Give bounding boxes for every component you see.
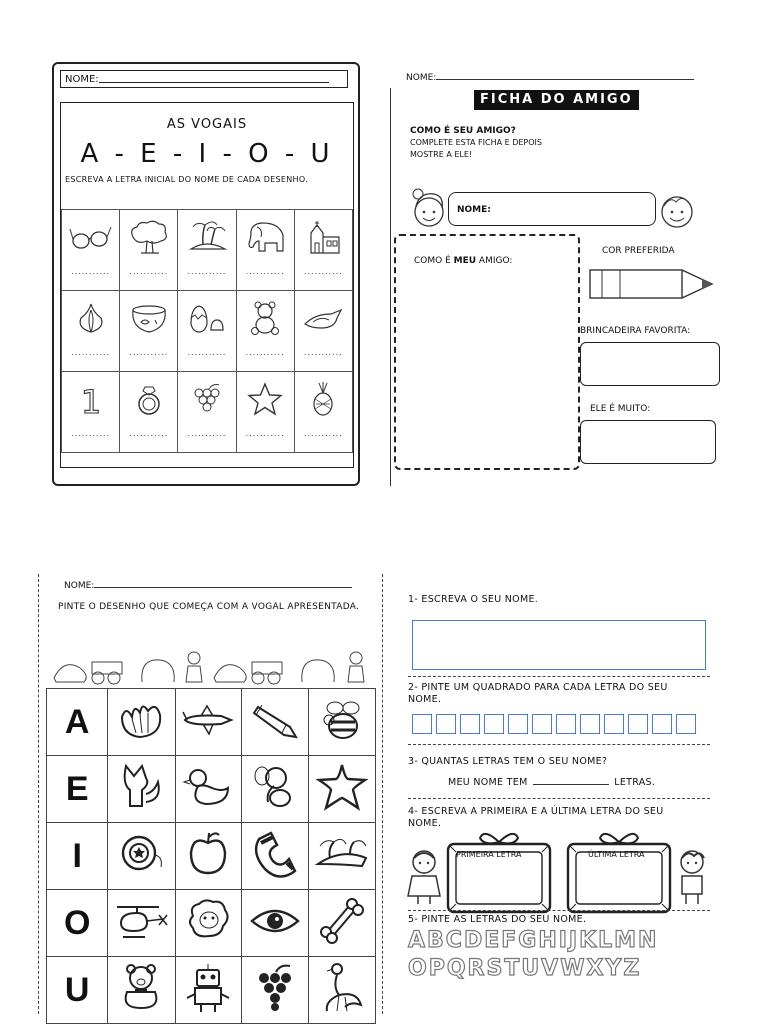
vowel-cell: E (47, 756, 108, 823)
picture-cell[interactable] (242, 689, 309, 756)
picture-cell[interactable] (308, 823, 375, 890)
vowel-cell: U (47, 957, 108, 1024)
grapes-icon (185, 381, 229, 417)
favorite-color-label: COR PREFERIDA (602, 246, 675, 256)
name-line (99, 71, 329, 83)
grid-cell (62, 372, 120, 453)
grid-cell (294, 372, 352, 453)
grid-cell (120, 291, 178, 372)
section-divider (408, 910, 710, 911)
instruction-text: ESCREVA A LETRA INICIAL DO NOME DE CADA DESENHO. (65, 175, 308, 184)
picture-cell[interactable] (242, 823, 309, 890)
question-text: COMO É SEU AMIGO? (410, 126, 516, 136)
robot-icon (183, 962, 233, 1014)
apple-icon (183, 829, 233, 879)
magnet-icon (249, 829, 301, 879)
table-row (47, 756, 376, 823)
answer-blank[interactable]: ........... (71, 348, 111, 357)
airplane-icon (181, 700, 235, 740)
cut-line (38, 574, 39, 1014)
star-icon (315, 762, 369, 812)
boy-face-icon (656, 190, 698, 232)
answer-blank[interactable]: ........... (245, 429, 285, 438)
name-line (94, 578, 352, 588)
answer-blank[interactable]: ........... (303, 348, 343, 357)
grid-cell (120, 210, 178, 291)
section-divider (408, 676, 710, 677)
tree-icon (127, 219, 171, 255)
grid-cell (62, 210, 120, 291)
table-row (47, 890, 376, 957)
section-divider (408, 798, 710, 799)
aquarium-icon (127, 300, 171, 336)
letter-square[interactable] (676, 714, 696, 734)
egg-icon (185, 300, 229, 336)
name-field[interactable] (64, 578, 352, 591)
teddy-bear-icon (243, 300, 287, 336)
answer-blank[interactable]: ........... (71, 429, 111, 438)
picture-cell[interactable] (175, 689, 242, 756)
instruction-text: PINTE O DESENHO QUE COMEÇA COM A VOGAL APRESENTADA. (58, 602, 360, 612)
worksheet-title: FICHA DO AMIGO (474, 90, 639, 110)
girl-face-icon (408, 188, 450, 230)
alphabet-row-2[interactable]: OPQRSTUVWXYZ (408, 956, 642, 981)
answer-blank[interactable]: ........... (129, 429, 169, 438)
question-4: 4- ESCREVA A PRIMEIRA E A ÚLTIMA LETRA DO SEU (408, 806, 664, 817)
instruction-line-2: MOSTRE A ELE! (410, 150, 473, 159)
vowels-box (60, 102, 354, 468)
bee-icon (317, 696, 367, 744)
church-icon (301, 219, 345, 255)
section-divider (408, 744, 710, 745)
first-letter-label: PRIMEIRA LETRA (456, 850, 522, 859)
grid-cell (236, 291, 294, 372)
instruction-line-1: COMPLETE ESTA FICHA E DEPOIS (410, 138, 542, 147)
letter-square[interactable] (580, 714, 600, 734)
bone-icon (316, 896, 368, 946)
vowel-cell: I (47, 823, 108, 890)
friend-name-box[interactable]: NOME: (448, 192, 656, 226)
name-worksheet (404, 586, 714, 1006)
picture-cell[interactable] (108, 957, 175, 1024)
picture-cell[interactable] (308, 890, 375, 957)
name-field[interactable] (406, 70, 694, 83)
question-1: 1- ESCREVA O SEU NOME. (408, 594, 539, 605)
answer-blank[interactable]: ........... (129, 267, 169, 276)
letter-square[interactable] (532, 714, 552, 734)
grid-cell (178, 372, 236, 453)
grid-cell (120, 372, 178, 453)
worksheet-title: AS VOGAIS (166, 117, 248, 132)
question-3: 3- QUANTAS LETRAS TEM O SEU NOME? (408, 756, 608, 767)
onion-icon (69, 300, 113, 336)
name-line (436, 70, 694, 80)
name-label: NOME: (406, 73, 437, 83)
answer-blank[interactable]: ........... (187, 429, 227, 438)
letter-square[interactable] (484, 714, 504, 734)
star-icon (243, 381, 287, 417)
name-label: NOME: (65, 74, 99, 85)
answer-blank[interactable]: ........... (187, 348, 227, 357)
toys-border-icon (50, 648, 374, 688)
picture-cell[interactable] (175, 756, 242, 823)
write-name-box[interactable] (412, 620, 706, 670)
friend-card-worksheet (390, 62, 730, 486)
picture-cell[interactable] (308, 689, 375, 756)
pencil-icon (250, 697, 300, 743)
picture-grid (61, 209, 353, 453)
letter-square[interactable] (628, 714, 648, 734)
bird-icon (301, 300, 345, 336)
letter-square[interactable] (652, 714, 672, 734)
island-icon (314, 834, 370, 874)
grid-cell (294, 210, 352, 291)
svg-text:1: 1 (80, 383, 101, 417)
picture-cell[interactable] (108, 689, 175, 756)
letter-square[interactable] (508, 714, 528, 734)
favorite-game-box[interactable] (580, 342, 720, 386)
frame-label: COMO É MEU AMIGO: (414, 256, 513, 266)
duck-icon (182, 764, 234, 810)
first-letter-frame-icon (444, 828, 554, 918)
pencil-icon[interactable] (588, 266, 718, 302)
picture-cell[interactable] (175, 957, 242, 1024)
helicopter-icon (113, 899, 169, 943)
question-2-cont: NOME. (408, 694, 442, 705)
favorite-game-label: BRINCADEIRA FAVORITA: (580, 326, 691, 336)
elephant-icon (243, 219, 287, 255)
island-icon (185, 219, 229, 255)
elephant-icon (250, 762, 300, 812)
grapes-icon (250, 962, 300, 1014)
picture-cell[interactable] (108, 890, 175, 957)
letter-count-blank[interactable] (533, 776, 609, 785)
ring-icon (127, 381, 171, 417)
answer-blank[interactable]: ........... (187, 267, 227, 276)
picture-cell[interactable] (175, 890, 242, 957)
wings-icon (116, 697, 166, 743)
answer-blank[interactable]: ........... (71, 267, 111, 276)
vulture-icon (317, 961, 367, 1015)
answer-blank[interactable]: ........... (245, 267, 285, 276)
letter-square[interactable] (556, 714, 576, 734)
question-4-cont: NOME. (408, 818, 442, 829)
he-is-very-label: ELE É MUITO: (590, 404, 651, 414)
answer-blank[interactable]: ........... (245, 348, 285, 357)
glasses-icon (69, 219, 113, 255)
vowel-cell: O (47, 890, 108, 957)
vowels-heading: A - E - I - O - U (80, 139, 334, 169)
grid-cell (178, 291, 236, 372)
picture-cell[interactable] (242, 890, 309, 957)
shield-icon (115, 829, 167, 879)
name-field[interactable] (60, 70, 348, 88)
letter-count-line: MEU NOME TEM LETRAS. (448, 777, 656, 788)
eye-icon (248, 901, 302, 941)
grid-cell (62, 291, 120, 372)
answer-blank[interactable]: ........... (303, 267, 343, 276)
table-row (47, 823, 376, 890)
answer-blank[interactable]: ........... (129, 348, 169, 357)
friend-drawing-frame[interactable] (394, 234, 580, 470)
last-letter-frame-icon (564, 828, 674, 918)
pineapple-icon (301, 381, 345, 417)
alphabet-row-1[interactable]: ABCDEFGHIJKLMN (408, 928, 659, 953)
vowels-worksheet (52, 62, 360, 486)
he-is-very-box[interactable] (580, 420, 716, 464)
grid-cell (294, 291, 352, 372)
table-row (47, 689, 376, 756)
question-5: 5- PINTE AS LETRAS DO SEU NOME. (408, 914, 587, 925)
picture-cell[interactable] (242, 957, 309, 1024)
grid-cell (178, 210, 236, 291)
picture-cell[interactable] (175, 823, 242, 890)
page-edge (390, 88, 392, 486)
name-label: NOME: (64, 581, 95, 591)
vowel-picture-grid (46, 688, 376, 1024)
fox-icon (116, 762, 166, 812)
last-letter-label: ÚLTIMA LETRA (588, 850, 645, 859)
picture-cell[interactable] (108, 756, 175, 823)
letter-square[interactable] (412, 714, 432, 734)
picture-cell[interactable] (242, 756, 309, 823)
vowel-cell: A (47, 689, 108, 756)
grid-cell (236, 210, 294, 291)
boy-icon (674, 848, 710, 906)
color-vowel-worksheet (38, 574, 384, 1014)
girl-icon (406, 848, 444, 906)
cut-line (382, 574, 383, 1014)
question-2: 2- PINTE UM QUADRADO PARA CADA LETRA DO SEU (408, 682, 668, 693)
teddy-bear-icon (115, 962, 167, 1014)
grid-cell (236, 372, 294, 453)
sheep-icon (183, 896, 233, 946)
picture-cell[interactable] (308, 957, 375, 1024)
number-one-icon (69, 381, 113, 417)
letter-square[interactable] (436, 714, 456, 734)
picture-cell[interactable] (308, 756, 375, 823)
letter-square[interactable] (460, 714, 480, 734)
picture-cell[interactable] (108, 823, 175, 890)
table-row (47, 957, 376, 1024)
answer-blank[interactable]: ........... (303, 429, 343, 438)
letter-square[interactable] (604, 714, 624, 734)
